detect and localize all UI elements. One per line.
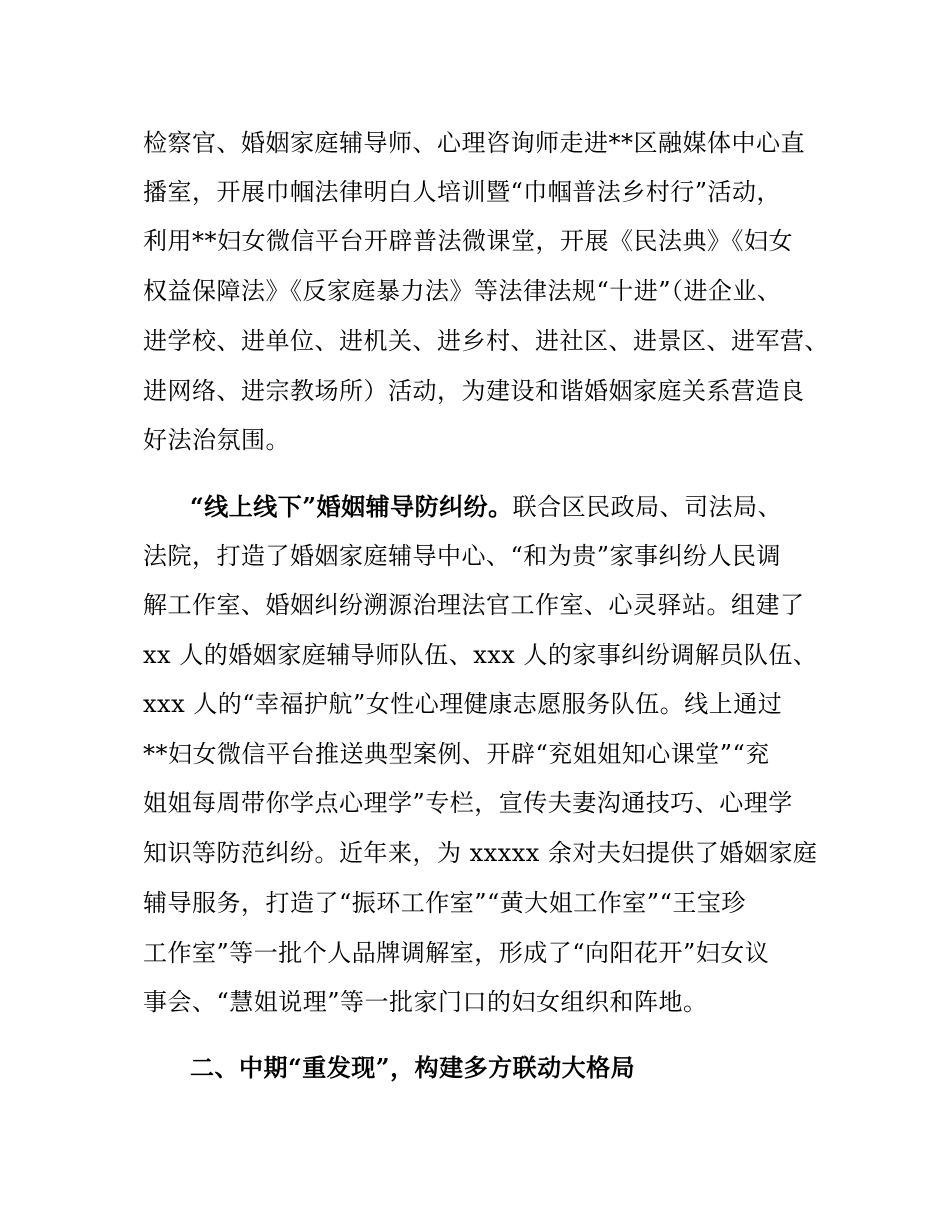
paragraph-line: 事会、“慧姐说理”等一批家门口的妇女组织和阵地。 xyxy=(143,988,708,1016)
section-heading: 二、中期“重发现”，构建多方联动大格局 xyxy=(190,1053,636,1082)
paragraph-line: 利用**妇女微信平台开辟普法微课堂，开展《民法典》《妇女 xyxy=(143,227,793,255)
paragraph-line: 权益保障法》《反家庭暴力法》等法律法规“十进”（进企业、 xyxy=(143,277,782,305)
paragraph-line: 辅导服务，打造了“振环工作室”“黄大姐工作室”“王宝珍 xyxy=(143,889,746,917)
paragraph-line: 进网络、进宗教场所）活动，为建设和谐婚姻家庭关系营造良 xyxy=(143,377,805,405)
paragraph-line: 法院，打造了婚姻家庭辅导中心、“和为贵”家事纠纷人民调 xyxy=(143,542,782,570)
paragraph-line: 工作室”等一批个人品牌调解室，形成了“向阳花开”妇女议 xyxy=(143,939,770,967)
paragraph-line: 知识等防范纠纷。近年来，为 xxxxx 余对夫妇提供了婚姻家庭 xyxy=(143,839,818,867)
paragraph-line: 检察官、婚姻家庭辅导师、心理咨询师走进**区融媒体中心直 xyxy=(143,129,805,157)
paragraph-line: xxx 人的“幸福护航”女性心理健康志愿服务队伍。线上通过 xyxy=(143,690,783,718)
paragraph-lead-title: “线上线下”婚姻辅导防纠纷。 xyxy=(190,492,513,521)
paragraph-line: 播室，开展巾帼法律明白人培训暨“巾帼普法乡村行”活动， xyxy=(143,178,782,206)
paragraph-line: 好法治氛围。 xyxy=(143,426,290,454)
paragraph-line: 姐姐每周带你学点心理学”专栏，宣传夫妻沟通技巧、心理学 xyxy=(143,789,793,817)
paragraph-line: 进学校、进单位、进机关、进乡村、进社区、进景区、进军营、 xyxy=(143,327,829,355)
paragraph-line: 解工作室、婚姻纠纷溯源治理法官工作室、心灵驿站。组建了 xyxy=(143,591,805,619)
paragraph-lead-text: 联合区民政局、司法局、 xyxy=(512,493,783,521)
paragraph-line: xx 人的婚姻家庭辅导师队伍、xxx 人的家事纠纷调解员队伍、 xyxy=(143,641,818,669)
paragraph-lead-line xyxy=(190,492,782,522)
paragraph-line: **妇女微信平台推送典型案例、开辟“兖姐姐知心课堂”“兖 xyxy=(143,740,770,768)
